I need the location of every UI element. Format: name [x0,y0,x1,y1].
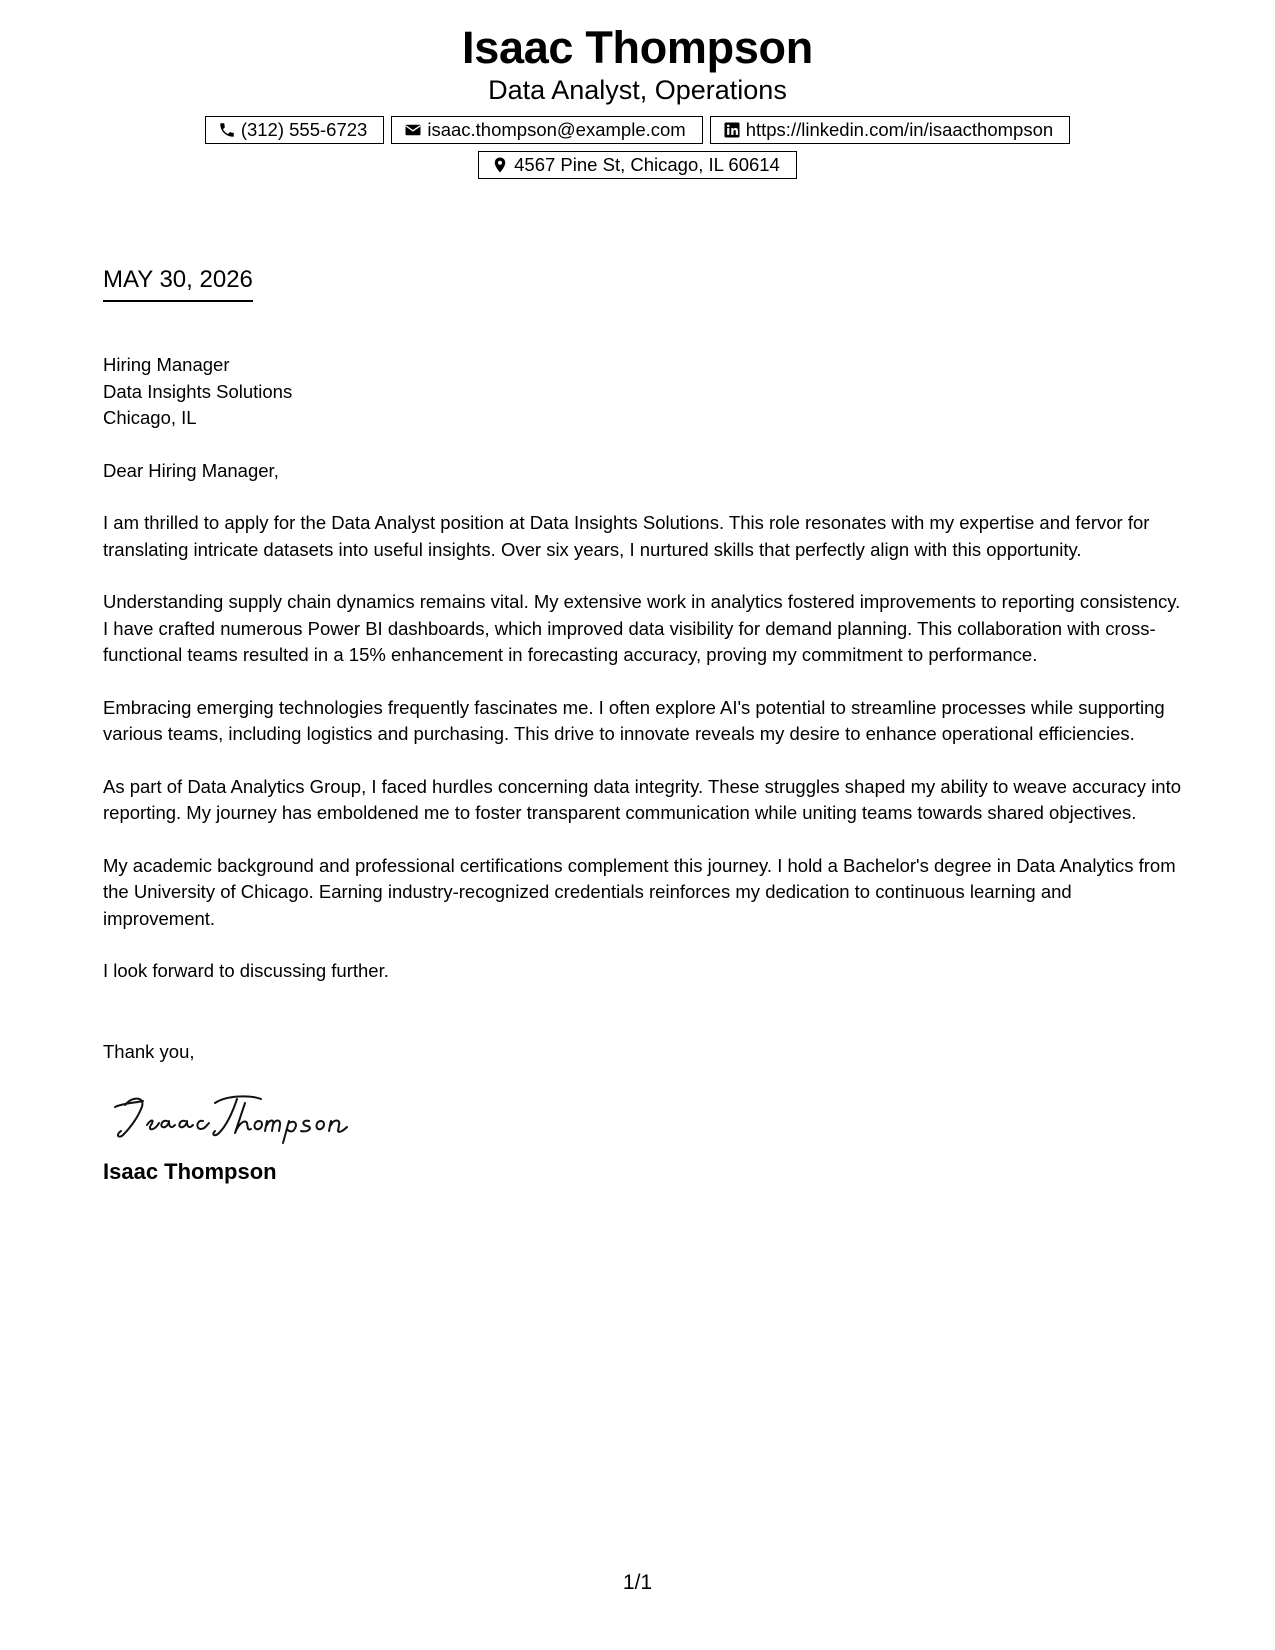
phone-text: (312) 555-6723 [240,119,368,140]
closing: Thank you, [103,1040,195,1062]
recipient-line: Chicago, IL [103,407,197,428]
paragraph: I am thrilled to apply for the Data Analyst position at Data Insights Solutions. This role resonates with my expertise and fervor for translating intricate datasets into useful insights. Over six years, I nurtured skills that perfectly align with this opportunity. [103,512,1150,560]
linkedin-text: https://linkedin.com/in/isaacthompson [745,119,1054,140]
address-chip[interactable] [478,151,797,179]
page-number: 1/1 [622,1571,653,1594]
salutation: Dear Hiring Manager, [103,459,279,481]
email-text: isaac.thompson@example.com [427,119,686,140]
phone-chip[interactable] [205,116,385,144]
map-marker-icon [491,156,509,174]
contact-row-2 [0,151,1275,179]
paragraph: As part of Data Analytics Group, I faced hurdles concerning data integrity. These struggles shaped my ability to weave accuracy into reporting. My journey has emboldened me to foster transparent communication while uniting teams towards shared objectives. [103,775,1182,823]
handwritten-signature [111,1085,1183,1155]
letter-body [103,326,1183,1186]
phone-icon [218,121,236,139]
paragraph: Understanding supply chain dynamics remains vital. My extensive work in analytics fostered improvements to reporting consistency. I have crafted numerous Power BI dashboards, which improved data visibility for demand planning. This collaboration with cross-functional teams resulted in a 15% enhancement in forecasting accuracy, proving my commitment to performance. [103,591,1181,665]
paragraph: I look forward to discussing further. [103,960,389,981]
paragraph: Embracing emerging technologies frequently fascinates me. I often explore AI's potential to streamline processes while supporting various teams, including logistics and purchasing. This drive to innovate reveals my desire to enhance operational efficiencies. [103,696,1165,744]
signature-drawing [111,1085,371,1155]
signer-name: Isaac Thompson [103,1159,277,1184]
letter-header [0,22,1275,179]
recipient-line: Data Insights Solutions [103,380,293,402]
applicant-name: Isaac Thompson [462,22,813,73]
linkedin-chip[interactable] [710,116,1070,144]
email-chip[interactable] [391,116,702,144]
address-text: 4567 Pine St, Chicago, IL 60614 [514,154,780,175]
envelope-icon [404,121,422,139]
letter-date: MAY 30, 2026 [103,265,253,302]
linkedin-icon [723,121,741,139]
applicant-title: Data Analyst, Operations [488,75,787,105]
recipient-line: Hiring Manager [103,354,230,375]
paragraph: My academic background and professional certifications complement this journey. I hold a Bachelor's degree in Data Analytics from the University of Chicago. Earning industry-recognized credentials reinforces my dedication to continuous learning and improvement. [103,854,1176,929]
contact-row [0,116,1275,144]
